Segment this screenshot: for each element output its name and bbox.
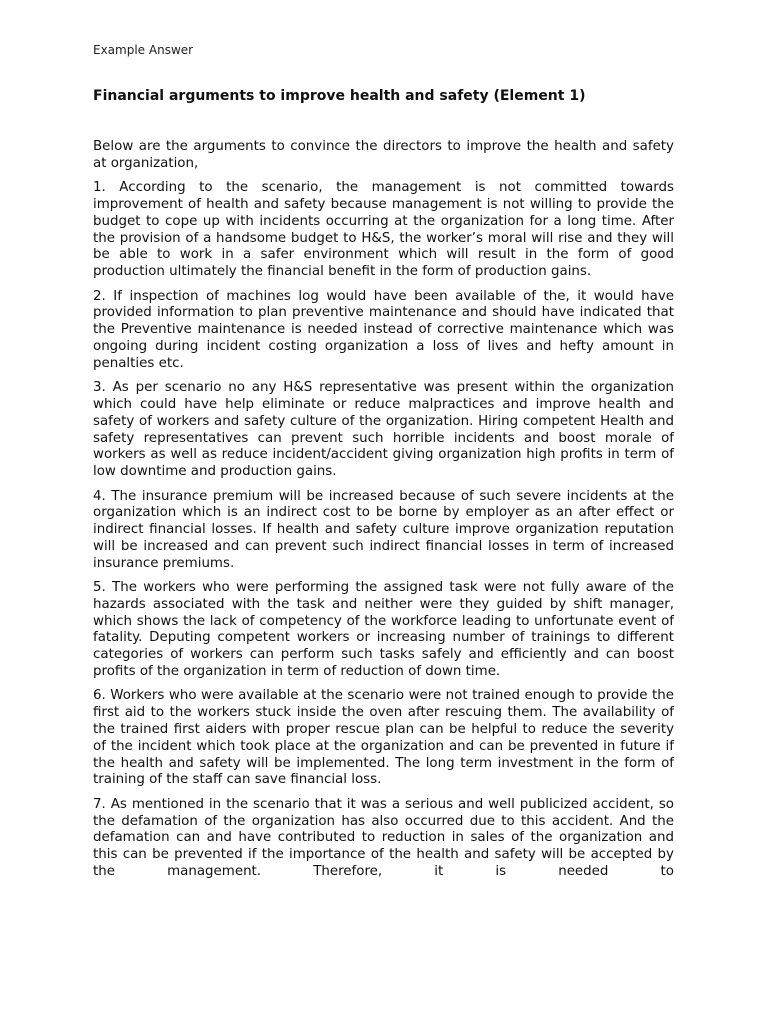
- argument-paragraph-4: 4. The insurance premium will be increased because of such severe incidents at the organization which is an indirect cost to be borne by employer as an after effect or indirect financial losses. If health and safety culture improve organization reputation will be increased and can prevent such indirect financial losses in term of increased insurance premiums.: [93, 488, 674, 571]
- argument-paragraph-2: 2. If inspection of machines log would have been available of the, it would have provided information to plan preventive maintenance and should have indicated that the Preventive maintenance is needed instead of corrective maintenance which was ongoing during incident costing organization a loss of lives and hefty amount in penalties etc.: [93, 288, 674, 371]
- argument-paragraph-7: 7. As mentioned in the scenario that it was a serious and well publicized accident, so the defamation of the organization has also occurred due to this accident. And the defamation can and have contributed to reduction in sales of the organization and this can be prevented if the importance of the health and safety will be accepted by the management. Therefore, it is needed to: [93, 796, 674, 880]
- argument-paragraph-5: 5. The workers who were performing the assigned task were not fully aware of the hazards associated with the task and neither were they guided by shift manager, which shows the lack of competency of the workforce leading to unfortunate event of fatality. Deputing competent workers or increasing number of trainings to different categories of workers can perform such tasks safely and efficiently and can boost profits of the organization in term of reduction of down time.: [93, 580, 674, 680]
- argument-paragraph-1: 1. According to the scenario, the management is not committed towards improvement of health and safety because management is not willing to provide the budget to cope up with incidents occurring at the organization for a long time. After the provision of a handsome budget to H&S, the worker’s moral will rise and they will be able to work in a safer environment which will result in the form of good production ultimately the financial benefit in the form of production gains.: [93, 180, 674, 280]
- header-label: Example Answer: [93, 43, 194, 57]
- argument-paragraph-6: 6. Workers who were available at the scenario were not trained enough to provide the first aid to the workers stuck inside the oven after rescuing them. The availability of the trained first aiders with proper rescue plan can be helpful to reduce the severity of the incident which took place at the organization and can be prevented in future if the health and safety will be implemented. The long term investment in the form of training of the staff can save financial loss.: [93, 688, 674, 788]
- document-body: [93, 139, 674, 888]
- argument-paragraph-3: 3. As per scenario no any H&S representative was present within the organization which could have help eliminate or reduce malpractices and improve health and safety of workers and safety culture of the organization. Hiring competent Health and safety representatives can prevent such horrible incidents and boost morale of workers as well as reduce incident/accident giving organization high profits in term of low downtime and production gains.: [93, 380, 674, 480]
- intro-paragraph: Below are the arguments to convince the directors to improve the health and safety at organization,: [93, 139, 674, 171]
- document-title: Financial arguments to improve health and safety (Element 1): [93, 88, 586, 104]
